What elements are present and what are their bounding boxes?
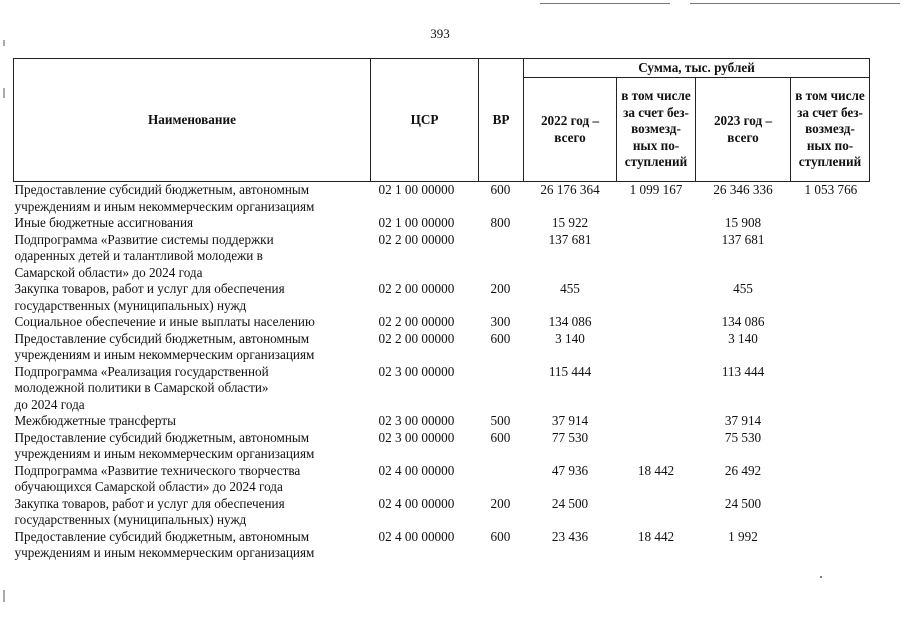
cell-2022-incl	[617, 232, 696, 282]
table-row	[14, 430, 870, 463]
table-row	[14, 529, 870, 562]
header-2022-total: 2022 год – всего	[524, 78, 617, 182]
cell-2022-incl	[617, 364, 696, 414]
cell-2023-incl	[791, 364, 870, 414]
cell-vr: 200	[490, 495, 511, 511]
cell-2022-total: 115 444	[548, 363, 592, 379]
cell-csr: 02 4 00 00000	[378, 528, 455, 544]
header-csr: ЦСР	[371, 59, 479, 182]
cell-name-line: Подпрограмма «Реализация государственной	[14, 363, 269, 379]
cell-csr: 02 2 00 00000	[378, 281, 455, 296]
cell-2022-incl	[617, 314, 696, 331]
budget-table	[13, 58, 870, 562]
scan-margin-mark	[3, 88, 5, 98]
cell-2022-total: 23 436	[551, 528, 589, 544]
cell-vr: 800	[490, 215, 511, 230]
cell-2022-total: 15 922	[551, 215, 589, 230]
cell-csr: 02 1 00 00000	[378, 182, 455, 197]
cell-2023-incl	[791, 413, 870, 430]
cell-2023-total: 24 500	[724, 495, 762, 511]
cell-vr: 200	[490, 281, 511, 296]
table-row	[14, 331, 870, 364]
cell-2023-incl	[791, 281, 870, 314]
table-row	[14, 364, 870, 414]
cell-2023-incl	[791, 331, 870, 364]
cell-name-line: Предоставление субсидий бюджетным, автономным	[14, 330, 310, 346]
cell-2023-total: 455	[733, 281, 753, 296]
cell-2022-incl: 1 099 167	[629, 182, 683, 197]
cell-2022-total: 3 140	[555, 330, 585, 346]
header-2023-total: 2023 год – всего	[696, 78, 791, 182]
cell-2023-incl	[791, 463, 870, 496]
cell-2022-total: 37 914	[551, 413, 589, 428]
table-row	[14, 463, 870, 496]
cell-2023-incl	[791, 430, 870, 463]
cell-2023-total: 113 444	[721, 363, 765, 379]
cell-name	[14, 430, 371, 463]
cell-name	[14, 529, 371, 562]
cell-2022-incl	[617, 413, 696, 430]
table-row	[14, 413, 870, 430]
page-number: 393	[430, 26, 450, 41]
cell-name	[14, 215, 371, 232]
cell-2022-incl	[617, 430, 696, 463]
cell-2022-incl	[617, 496, 696, 529]
cell-2023-total: 75 530	[724, 429, 762, 445]
header-2022-incl: в том числе за счет без-возмезд-ных по-ступлений	[617, 78, 696, 182]
cell-2022-total: 77 530	[551, 429, 589, 445]
cell-2023-total: 137 681	[721, 231, 765, 247]
cell-name-line: Предоставление субсидий бюджетным, автономным	[14, 182, 310, 197]
cell-name-line: Закупка товаров, работ и услуг для обеспечения	[14, 281, 285, 296]
cell-vr	[479, 364, 524, 414]
cell-2023-total: 1 992	[728, 528, 758, 544]
cell-vr: 600	[490, 429, 511, 445]
scan-dot	[820, 576, 822, 578]
cell-2023-total: 3 140	[728, 330, 758, 346]
cell-name-line: Иные бюджетные ассигнования	[14, 215, 194, 230]
cell-vr	[479, 232, 524, 282]
cell-name	[14, 182, 371, 216]
cell-vr: 600	[490, 330, 511, 346]
cell-2023-total: 37 914	[724, 413, 762, 428]
cell-vr	[479, 463, 524, 496]
cell-2022-total: 134 086	[548, 314, 592, 329]
cell-name-line: учреждениям и иным некоммерческим организациям	[14, 446, 315, 461]
header-sum: Сумма, тыс. рублей	[524, 59, 870, 78]
cell-2023-total: 15 908	[724, 215, 762, 230]
cell-name	[14, 232, 371, 282]
cell-name	[14, 496, 371, 529]
cell-csr: 02 2 00 00000	[378, 330, 455, 346]
table-row	[14, 215, 870, 232]
cell-vr: 600	[490, 528, 511, 544]
cell-csr: 02 3 00 00000	[378, 413, 455, 428]
cell-name-line: государственных (муниципальных) нужд	[14, 512, 247, 527]
cell-name-line: Социальное обеспечение и иные выплаты населению	[14, 314, 315, 329]
table-row	[14, 496, 870, 529]
cell-2023-total: 26 492	[724, 462, 762, 478]
cell-name-line: учреждениям и иным некоммерческим организациям	[14, 545, 315, 560]
scan-margin-mark	[3, 590, 5, 602]
cell-name-line: молодежной политики в Самарской области»	[14, 380, 269, 395]
cell-name-line: учреждениям и иным некоммерческим организациям	[14, 198, 315, 214]
cell-2023-incl	[791, 496, 870, 529]
cell-2023-incl	[791, 529, 870, 562]
cell-csr: 02 3 00 00000	[378, 363, 455, 379]
cell-name-line: Межбюджетные трансферты	[14, 413, 176, 428]
cell-vr: 500	[490, 413, 511, 428]
cell-name	[14, 463, 371, 496]
table-row	[14, 182, 870, 216]
cell-2022-total: 47 936	[551, 462, 589, 478]
cell-2022-incl	[617, 331, 696, 364]
cell-name	[14, 314, 371, 331]
cell-2022-incl	[617, 215, 696, 232]
cell-name	[14, 413, 371, 430]
cell-name-line: Закупка товаров, работ и услуг для обеспечения	[14, 495, 285, 511]
cell-name-line: одаренных детей и талантливой молодежи в	[14, 248, 263, 263]
cell-name	[14, 331, 371, 364]
cell-csr: 02 3 00 00000	[378, 429, 455, 445]
cell-name	[14, 281, 371, 314]
table-row	[14, 232, 870, 282]
cell-csr: 02 4 00 00000	[378, 462, 455, 478]
cell-name-line: Предоставление субсидий бюджетным, автономным	[14, 429, 310, 445]
cell-name-line: обучающихся Самарской области» до 2024 года	[14, 479, 283, 494]
cell-2022-incl: 18 442	[637, 528, 675, 544]
cell-name-line: Подпрограмма «Развитие технического творчества	[14, 462, 301, 478]
cell-name	[14, 364, 371, 414]
cell-csr: 02 1 00 00000	[378, 215, 455, 230]
table-row	[14, 281, 870, 314]
cell-name-line: Подпрограмма «Развитие системы поддержки	[14, 231, 274, 247]
header-2023-incl: в том числе за счет без-возмезд-ных по-ступлений	[791, 78, 870, 182]
scan-top-line	[540, 3, 670, 4]
cell-2022-total: 137 681	[548, 231, 592, 247]
cell-csr: 02 2 00 00000	[378, 314, 455, 329]
scan-margin-mark	[3, 40, 5, 46]
cell-2022-total: 24 500	[551, 495, 589, 511]
cell-2022-incl	[617, 281, 696, 314]
cell-name-line: учреждениям и иным некоммерческим организациям	[14, 347, 315, 362]
table-row	[14, 314, 870, 331]
scan-top-line	[690, 3, 900, 4]
cell-2023-incl	[791, 215, 870, 232]
cell-2023-total: 134 086	[721, 314, 765, 329]
cell-name-line: Самарской области» до 2024 года	[14, 264, 203, 280]
cell-name-line: Предоставление субсидий бюджетным, автономным	[14, 528, 310, 544]
cell-name-line: государственных (муниципальных) нужд	[14, 297, 247, 313]
cell-2023-incl	[791, 232, 870, 282]
cell-csr: 02 4 00 00000	[378, 495, 455, 511]
table-body	[14, 182, 870, 562]
cell-2023-incl	[791, 314, 870, 331]
cell-2023-total: 26 346 336	[713, 182, 773, 197]
cell-vr: 300	[490, 314, 511, 329]
cell-vr: 600	[490, 182, 511, 197]
cell-2023-incl: 1 053 766	[804, 182, 858, 197]
cell-2022-incl: 18 442	[637, 462, 675, 478]
header-name: Наименование	[14, 59, 371, 182]
cell-2022-total: 455	[560, 281, 580, 296]
cell-name-line: до 2024 года	[14, 396, 85, 412]
cell-2022-total: 26 176 364	[540, 182, 600, 197]
cell-csr: 02 2 00 00000	[378, 231, 455, 247]
header-vr: ВР	[479, 59, 524, 182]
